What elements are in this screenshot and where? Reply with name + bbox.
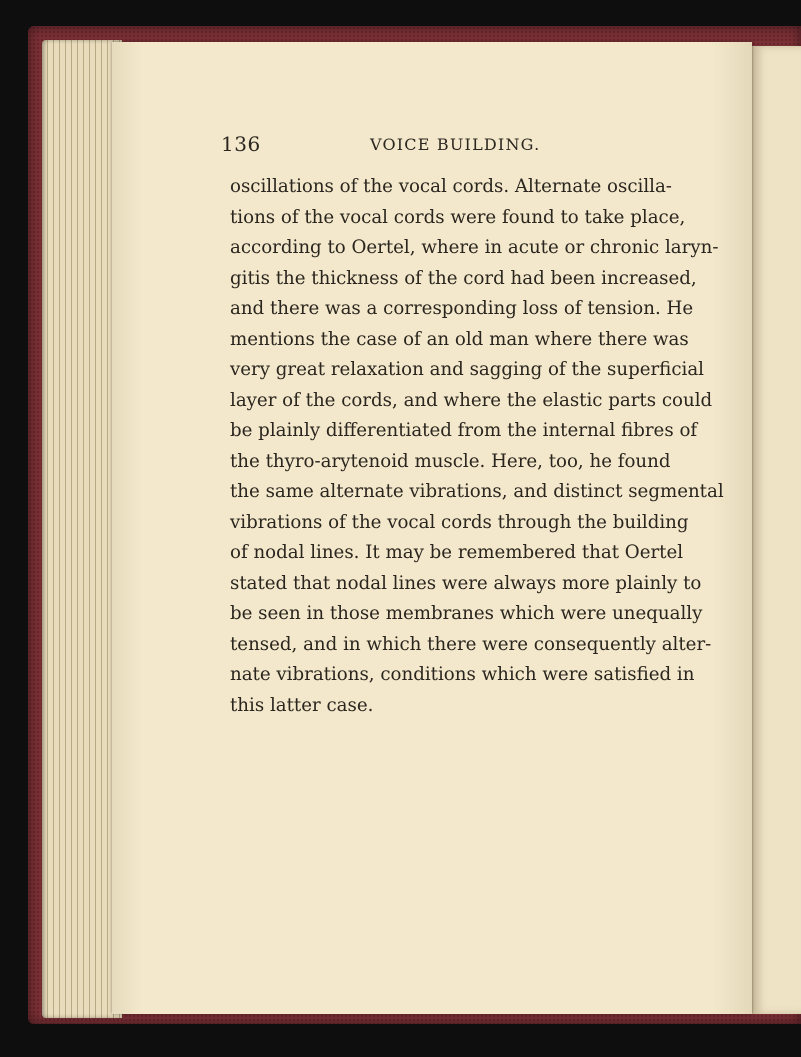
text-line: nate vibrations, conditions which were satisfied in (230, 664, 695, 685)
text-line: be plainly differentiated from the internal fibres of (230, 420, 698, 441)
running-title: VOICE BUILDING. (370, 135, 541, 154)
text-line: this latter case. (230, 694, 374, 716)
text-line: according to Oertel, where in acute or chronic laryn- (230, 237, 719, 258)
running-head (221, 132, 651, 162)
body-text (230, 172, 724, 721)
text-line: the same alternate vibrations, and distinct segmental (230, 481, 724, 502)
text-line: oscillations of the vocal cords. Alternate oscilla- (230, 176, 672, 197)
page-edges (42, 40, 122, 1018)
text-line: tions of the vocal cords were found to take place, (230, 206, 686, 228)
text-line: and there was a corresponding loss of tension. He (230, 298, 694, 319)
facing-page (752, 46, 801, 1014)
text-line: stated that nodal lines were always more plainly to (230, 572, 702, 594)
text-line: of nodal lines. It may be remembered that Oertel (230, 542, 684, 563)
text-line: layer of the cords, and where the elastic parts could (230, 389, 713, 411)
text-line: vibrations of the vocal cords through the building (230, 511, 689, 533)
text-line: tensed, and in which there were consequently alter- (230, 633, 712, 655)
text-line: very great relaxation and sagging of the superficial (230, 359, 704, 380)
page-number: 136 (221, 132, 261, 156)
text-line: the thyro-arytenoid muscle. Here, too, he found (230, 450, 671, 472)
text-line: be seen in those membranes which were unequally (230, 603, 703, 624)
text-line: gitis the thickness of the cord had been increased, (230, 267, 697, 289)
text-line: mentions the case of an old man where there was (230, 328, 689, 350)
